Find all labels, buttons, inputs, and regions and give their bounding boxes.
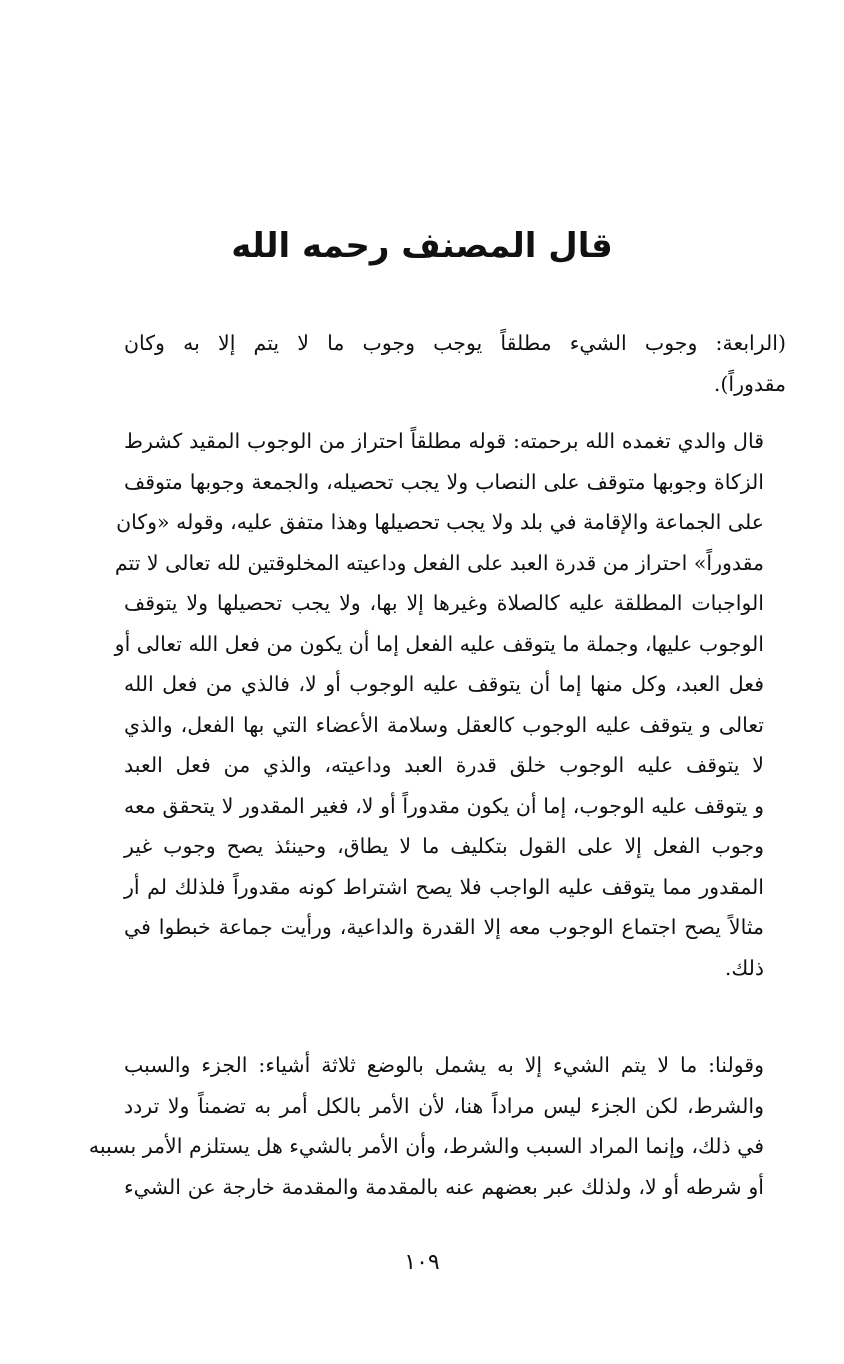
text-line: تعالى و يتوقف عليه الوجوب كالعقل وسلامة الأعضاء التي بها الفعل، والذي [124,712,764,737]
text-line: على الجماعة والإقامة في بلد ولا يجب تحصيلها وهذا متفق عليه، وقوله «وكان [116,510,764,534]
text-line: أو شرطه أو لا، ولذلك عبر بعضهم عنه بالمقدمة والمقدمة خارجة عن الشيء [124,1174,764,1199]
chapter-heading: قال المصنف رحمه الله [231,226,613,266]
text-line: الوجوب عليها، وجملة ما يتوقف عليه الفعل إما أن يكون من فعل الله تعالى أو [114,631,764,656]
text-line: لا يتوقف عليه الوجوب خلق قدرة العبد وداعيته، والذي من فعل العبد [124,753,764,777]
text-line: فعل العبد، وكل منها إما أن يتوقف عليه الوجوب أو لا، فالذي من فعل الله [124,672,764,696]
text-line: (الرابعة: وجوب الشيء مطلقاً يوجب وجوب ما لا يتم إلا به وكان [124,331,786,355]
paragraph-quote [124,323,786,404]
text-line: قال والدي تغمده الله برحمته: قوله مطلقاً احتراز من الوجوب المقيد كشرط [124,429,764,453]
text-line: مقدوراً). [713,371,786,396]
text-line: والشرط، لكن الجزء ليس مراداً هنا، لأن الأمر بالكل أمر به تضمناً ولا تردد [124,1093,764,1118]
text-line: و يتوقف عليه الوجوب، إما أن يكون مقدوراً أو لا، فغير المقدور لا يتحقق معه [124,793,764,818]
paragraph-commentary [114,421,786,988]
text-line: ذلك. [724,955,764,980]
text-line: في ذلك، وإنما المراد السبب والشرط، وأن الأمر بالشيء هل يستلزم الأمر بسببه [88,1134,764,1158]
text-line: المقدور مما يتوقف عليه الواجب فلا يصح اشتراط كونه مقدوراً فلذلك لم أر [124,874,764,899]
page-number: ١٠٩ [404,1250,440,1275]
text-line: وقولنا: ما لا يتم الشيء إلا به يشمل بالوضع ثلاثة أشياء: الجزء والسبب [124,1053,764,1077]
text-line: مثالاً يصح اجتماع الوجوب معه إلا القدرة والداعية، ورأيت جماعة خبطوا في [124,915,764,939]
text-line: مقدوراً» احتراز من قدرة العبد على الفعل وداعيته المخلوقتين لله تعالى لا تتم [114,550,764,575]
text-line: وجوب الفعل إلا على القول بتكليف ما لا يطاق، وحينئذ يصح وجوب غير [124,834,764,858]
paragraph-explanation [88,1045,786,1207]
text-line: الزكاة وجوبها متوقف على النصاب ولا يجب تحصيله، والجمعة وجوبها متوقف [124,469,764,494]
text-line: الواجبات المطلقة عليه كالصلاة وغيرها إلا بها، ولا يجب تحصيلها ولا يتوقف [124,591,764,615]
